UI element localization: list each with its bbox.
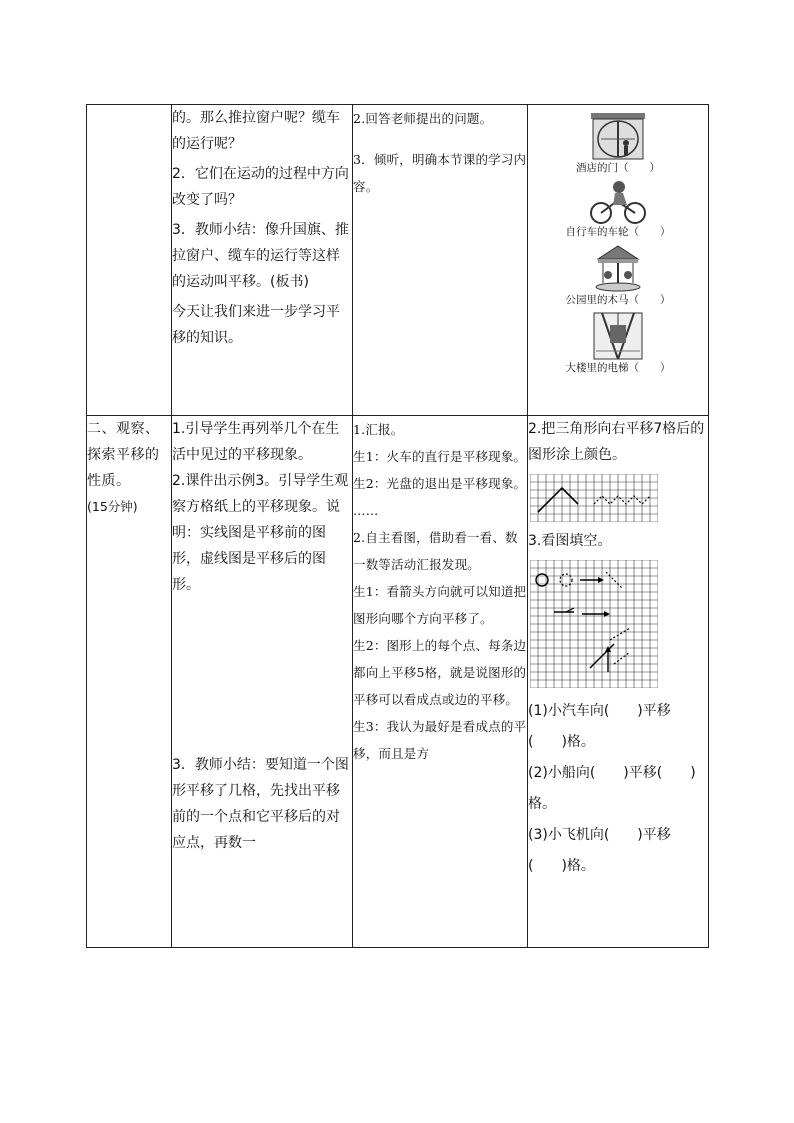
student-text: 生1：看箭头方向就可以知道把图形向哪个方向平移了。 xyxy=(353,584,527,626)
student-text: 生1：火车的直行是平移现象。 xyxy=(353,449,527,464)
table-row xyxy=(87,105,709,416)
fill-blank: (3)小飞机向( )平移( )格。 xyxy=(528,827,671,874)
student-text: 生3：我认为最好是看成点的平移，而且是方 xyxy=(353,719,527,761)
teacher-text: 2．它们在运动的过程中方向改变了吗？ xyxy=(172,166,349,208)
blank-space xyxy=(172,598,352,752)
student-text: 1.汇报。 xyxy=(353,422,404,437)
student-text: 3．倾听，明确本节课的学习内容。 xyxy=(353,152,527,194)
teacher-text: 今天让我们来进一步学习平移的知识。 xyxy=(172,304,340,346)
lesson-table xyxy=(86,104,709,948)
fill-blank: (2)小船向( )平移( )格。 xyxy=(528,765,696,812)
teacher-text: 3．教师小结：要知道一个图形平移了几格，先找出平移前的一个点和它平移后的对应点，再数一 xyxy=(172,757,349,851)
translation-grid-figure xyxy=(530,560,658,688)
picture-cell xyxy=(528,105,709,416)
stage-cell xyxy=(87,416,172,948)
teacher-text: 3．教师小结：像升国旗、推拉窗户、缆车的运行等这样的运动叫平移。(板书) xyxy=(172,222,349,290)
student-activity-cell xyxy=(353,416,528,948)
triangle-grid-figure xyxy=(530,474,658,522)
teacher-text: 1.引导学生再列举几个在生活中见过的平移现象。 xyxy=(172,421,340,463)
carousel-icon xyxy=(593,243,643,293)
student-text: …… xyxy=(353,503,379,518)
elevator-icon xyxy=(592,311,644,361)
table-row xyxy=(87,416,709,948)
teacher-activity-cell xyxy=(172,416,353,948)
picture-caption: 大楼里的电梯（ ） xyxy=(565,362,671,374)
teacher-activity-cell xyxy=(172,105,353,416)
student-text: 2.自主看图，借助看一看、数一数等活动汇报发现。 xyxy=(353,530,518,572)
student-text: 2.回答老师提出的问题。 xyxy=(353,111,493,126)
stage-duration: (15分钟) xyxy=(87,499,138,514)
picture-caption: 酒店的门（ ） xyxy=(576,162,660,174)
exercise-q2: 2.把三角形向右平移7格后的图形涂上颜色。 xyxy=(528,421,705,463)
exercise-cell xyxy=(528,416,709,948)
stage-cell-empty xyxy=(87,105,172,416)
student-text: 生2：图形上的每个点、每条边都向上平移5格，就是说图形的平移可以看成点或边的平移。 xyxy=(353,638,527,707)
teacher-text: 2.课件出示例3。引导学生观察方格纸上的平移现象。说明：实线图是平移前的图形，虚线图是平移后的图形。 xyxy=(172,473,349,593)
stage-title: 二、观察、探索平移的性质。 xyxy=(87,421,160,489)
student-text: 生2：光盘的退出是平移现象。 xyxy=(353,476,527,491)
student-text-block xyxy=(353,416,527,936)
revolving-door-icon xyxy=(589,111,647,161)
lesson-sheet xyxy=(86,104,708,947)
fill-blank: (1)小汽车向( )平移( )格。 xyxy=(528,703,671,750)
student-activity-cell xyxy=(353,105,528,416)
picture-caption: 公园里的木马（ ） xyxy=(565,294,671,306)
bicycle-rider-icon xyxy=(587,179,649,225)
exercise-q3: 3.看图填空。 xyxy=(528,533,612,549)
picture-caption: 自行车的车轮（ ） xyxy=(565,226,671,238)
teacher-text: 的。那么推拉窗户呢？缆车的运行呢？ xyxy=(172,110,340,152)
